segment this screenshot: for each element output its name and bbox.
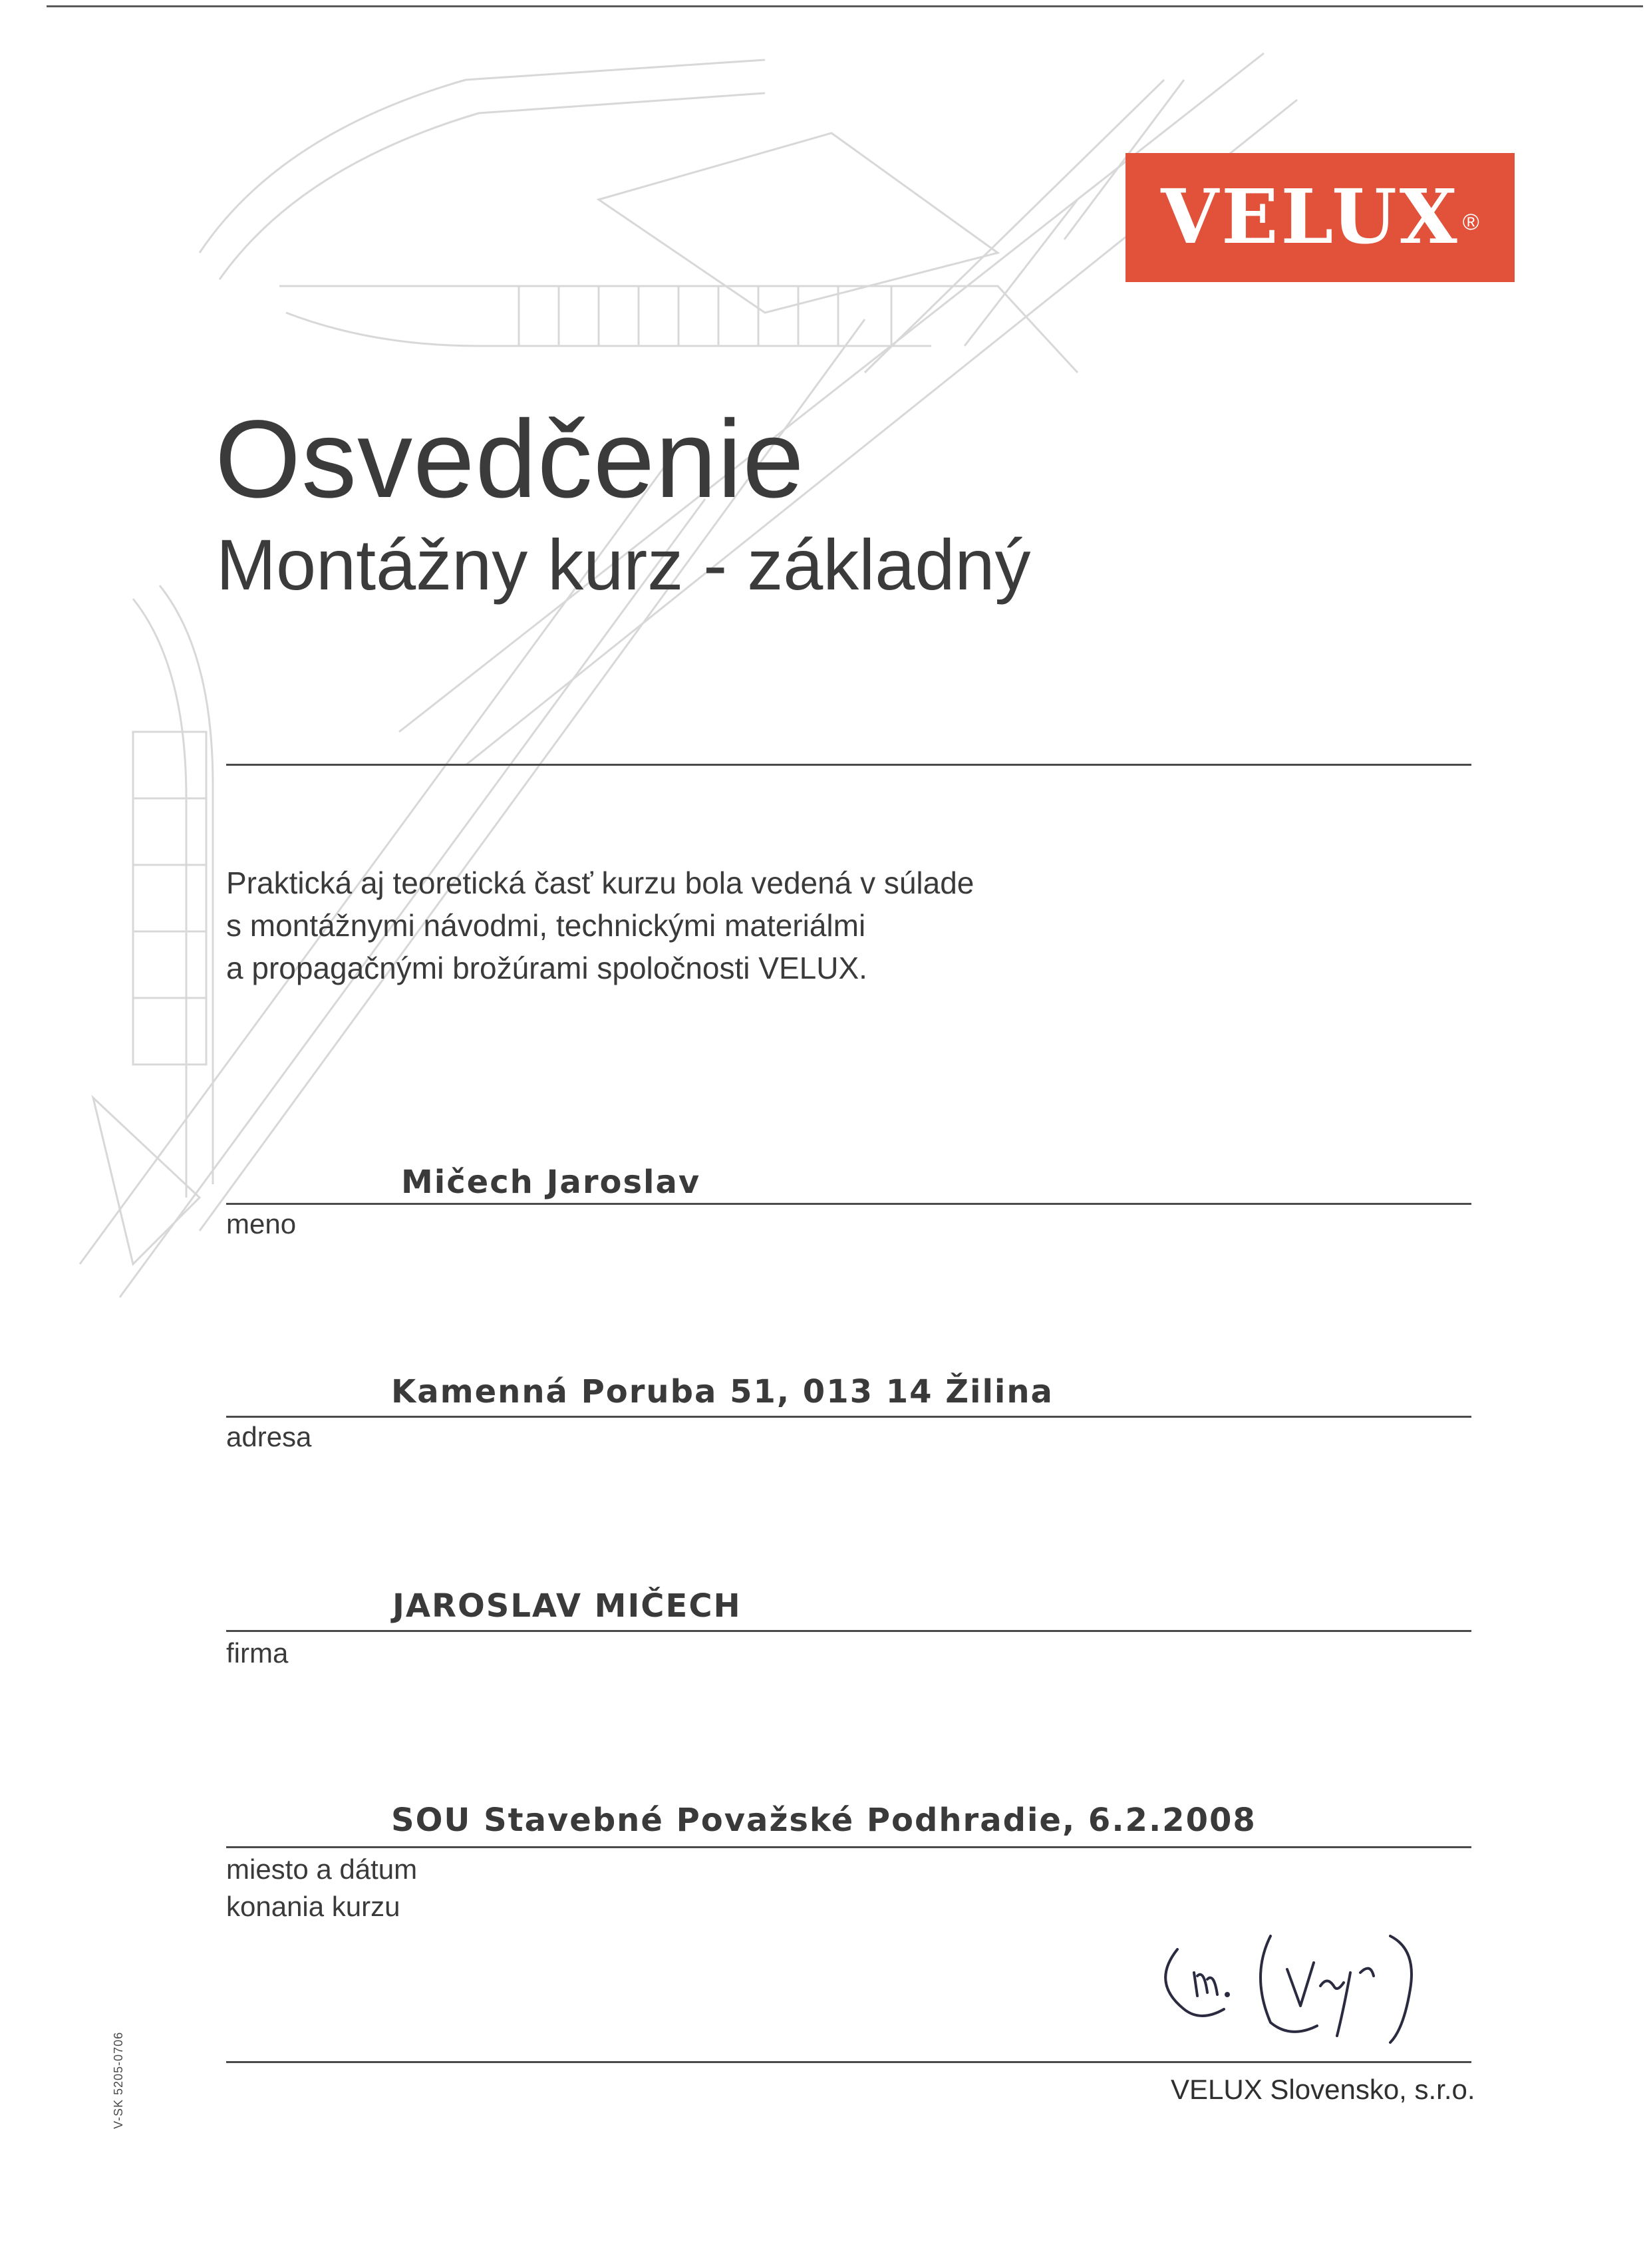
intro-line: s montážnymi návodmi, technickými materiálmi xyxy=(226,908,866,943)
name-line xyxy=(226,1203,1471,1205)
certificate-subtitle: Montážny kurz - základný xyxy=(216,524,1031,605)
issuer-name: VELUX Slovensko, s.r.o. xyxy=(1171,2074,1475,2105)
company-line xyxy=(226,1630,1471,1632)
name-value: Mičech Jaroslav xyxy=(401,1164,701,1201)
address-label: adresa xyxy=(226,1421,312,1452)
signature-line xyxy=(226,2061,1471,2063)
form-code: V-SK 5205-0706 xyxy=(112,2031,125,2129)
address-line xyxy=(226,1416,1471,1418)
intro-line: a propagačnými brožúrami spoločnosti VELUX. xyxy=(226,951,867,985)
velux-logo xyxy=(1125,153,1515,282)
intro-paragraph xyxy=(226,862,1157,989)
handwritten-signature xyxy=(1137,1909,1470,2049)
company-label: firma xyxy=(226,1637,289,1669)
certificate-title: Osvedčenie xyxy=(215,398,805,521)
name-label: meno xyxy=(226,1208,297,1239)
company-value: JAROSLAV MIČECH xyxy=(392,1587,742,1625)
place-date-label-line: konania kurzu xyxy=(226,1891,400,1922)
title-divider xyxy=(226,764,1471,766)
registered-mark: ® xyxy=(1462,209,1479,235)
place-date-label xyxy=(226,1851,417,1925)
place-date-label-line: miesto a dátum xyxy=(226,1854,418,1885)
address-value: Kamenná Poruba 51, 013 14 Žilina xyxy=(391,1373,1054,1410)
place-date-line xyxy=(226,1846,1471,1848)
intro-line: Praktická aj teoretická časť kurzu bola vedená v súlade xyxy=(226,866,974,900)
logo-wordmark: VELUX xyxy=(1161,174,1460,261)
place-date-value: SOU Stavebné Považské Podhradie, 6.2.2008 xyxy=(391,1802,1257,1839)
